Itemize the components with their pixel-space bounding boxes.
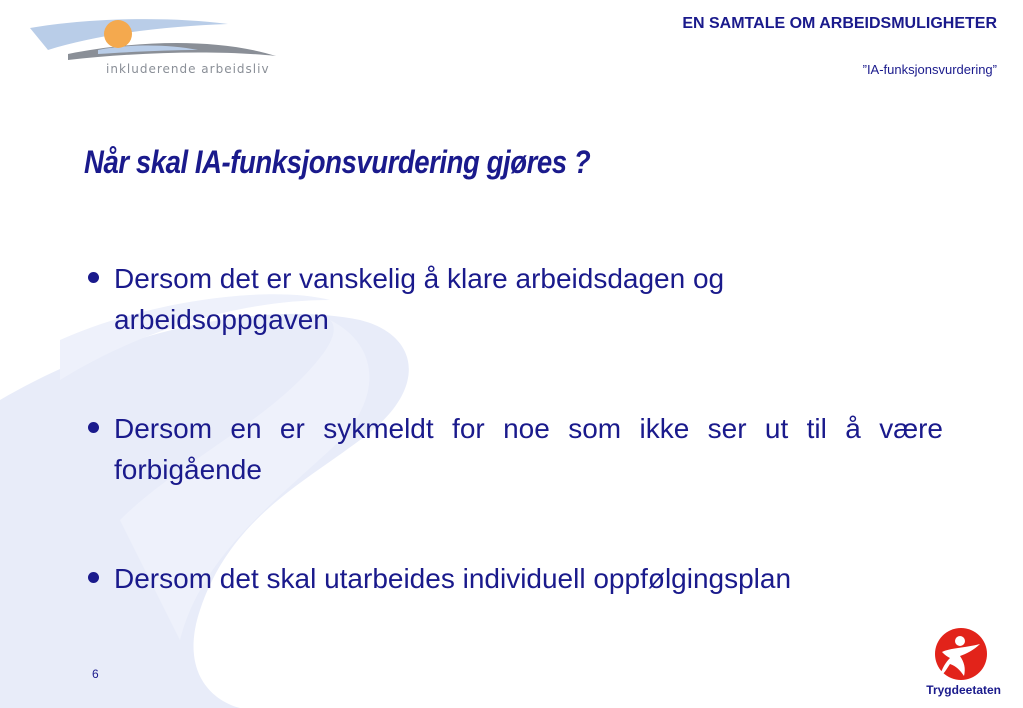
bullet-text: Dersom det skal utarbeides individuell oppfølgingsplan	[114, 563, 792, 594]
ia-logo	[28, 14, 278, 84]
bullet-dot-icon	[88, 572, 99, 583]
trygdeetaten-logo-icon	[930, 626, 992, 682]
bullet-item	[88, 258, 943, 340]
bullet-list	[88, 258, 943, 599]
bullet-text: Dersom det er vanskelig å klare arbeidsdagen og arbeidsoppgaven	[114, 263, 725, 335]
bullet-text: Dersom en er sykmeldt for noe som ikke ser ut til å være forbigående	[114, 413, 943, 485]
header-title: EN SAMTALE OM ARBEIDSMULIGHETER	[682, 15, 997, 32]
bullet-item	[88, 558, 943, 599]
sunrise-logo-icon	[28, 14, 278, 64]
header-subtitle: ”IA-funksjonsvurdering”	[862, 62, 997, 77]
slide-title: Når skal IA-funksjonsvurdering gjøres ?	[84, 144, 591, 180]
brand-name: Trygdeetaten	[926, 683, 1001, 697]
bullet-item	[88, 408, 943, 490]
page-number: 6	[92, 667, 99, 681]
bullet-dot-icon	[88, 422, 99, 433]
bullet-dot-icon	[88, 272, 99, 283]
logo-text: inkluderende arbeidsliv	[106, 62, 270, 76]
